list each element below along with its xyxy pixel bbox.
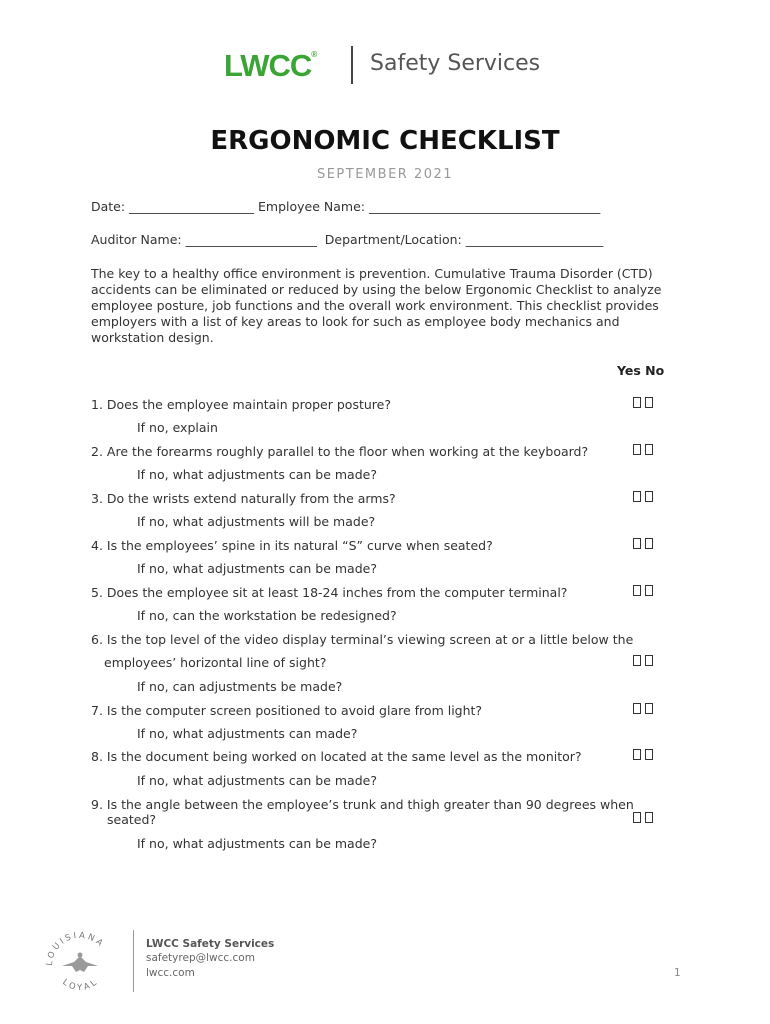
intro-paragraph: The key to a healthy office environment is prevention. Cumulative Trauma Disorder (CTD) accidents can be eliminated or reduced by using the below Ergonomic Checklist to analyze employee posture, job functions and the overall work environment. This checklist provides employers with a list of key areas to look for such as employee body mechanics and workstation design.: [91, 266, 662, 345]
yes-checkbox[interactable]: [633, 444, 641, 455]
followup-7: If no, what adjustments can made?: [137, 726, 358, 741]
yes-checkbox[interactable]: [633, 397, 641, 408]
svg-text:LOYAL: LOYAL: [60, 976, 102, 994]
lwcc-logo: [224, 48, 316, 84]
followup-3: If no, what adjustments will be made?: [137, 514, 376, 529]
yes-no-checkboxes-4[interactable]: [633, 538, 657, 552]
yes-no-checkboxes-5[interactable]: [633, 585, 657, 599]
yes-checkbox[interactable]: [633, 655, 641, 666]
svg-text:LOUISIANA: LOUISIANA: [44, 930, 107, 967]
question-2: 2. Are the forearms roughly parallel to the floor when working at the keyboard?: [91, 444, 589, 459]
no-checkbox[interactable]: [645, 444, 653, 455]
yes-checkbox[interactable]: [633, 749, 641, 760]
followup-2: If no, what adjustments can be made?: [137, 467, 377, 482]
question-7: 7. Is the computer screen positioned to avoid glare from light?: [91, 703, 483, 718]
no-checkbox[interactable]: [645, 703, 653, 714]
no-checkbox[interactable]: [645, 397, 653, 408]
followup-6: If no, can adjustments be made?: [137, 679, 343, 694]
page-number: 1: [674, 967, 681, 979]
no-checkbox[interactable]: [645, 538, 653, 549]
followup-5: If no, can the workstation be redesigned?: [137, 608, 397, 623]
yes-checkbox[interactable]: [633, 538, 641, 549]
yes-no-checkboxes-7[interactable]: [633, 703, 657, 717]
question-1: 1. Does the employee maintain proper posture?: [91, 397, 391, 412]
no-checkbox[interactable]: [645, 491, 653, 502]
yes-no-header: Yes No: [617, 363, 665, 378]
no-checkbox[interactable]: [645, 812, 653, 823]
header-divider: [351, 46, 353, 84]
header: [224, 44, 554, 86]
no-checkbox[interactable]: [645, 585, 653, 596]
question-6: 6. Is the top level of the video display terminal’s viewing screen at or a little below the: [91, 632, 634, 647]
question-5: 5. Does the employee sit at least 18-24 inches from the computer terminal?: [91, 585, 568, 600]
yes-no-checkboxes-2[interactable]: [633, 444, 657, 458]
no-checkbox[interactable]: [645, 655, 653, 666]
yes-no-checkboxes-8[interactable]: [633, 749, 657, 763]
question-6-continued: employees’ horizontal line of sight?: [104, 655, 327, 670]
document-title: ERGONOMIC CHECKLIST: [210, 126, 560, 156]
yes-no-checkboxes-3[interactable]: [633, 491, 657, 505]
footer-org: LWCC Safety Services: [146, 938, 275, 950]
followup-9: If no, what adjustments can be made?: [137, 836, 377, 851]
yes-checkbox[interactable]: [633, 812, 641, 823]
yes-checkbox[interactable]: [633, 703, 641, 714]
footer-email-link[interactable]: safetyrep@lwcc.com: [146, 952, 255, 964]
auditor-department-fields[interactable]: Auditor Name: _____________________ Department/Location: ______________________: [91, 232, 604, 247]
logo-mark: ®: [311, 50, 317, 59]
louisiana-loyal-emblem: [44, 926, 116, 994]
followup-1: If no, explain: [137, 420, 218, 435]
footer-website-link[interactable]: lwcc.com: [146, 967, 195, 979]
footer-divider: [133, 930, 134, 992]
date-employee-fields[interactable]: Date: ____________________ Employee Name: _____________________________________: [91, 199, 601, 214]
no-checkbox[interactable]: [645, 749, 653, 760]
yes-checkbox[interactable]: [633, 491, 641, 502]
yes-checkbox[interactable]: [633, 585, 641, 596]
followup-4: If no, what adjustments can be made?: [137, 561, 377, 576]
question-9: 9. Is the angle between the employee’s trunk and thigh greater than 90 degrees when: [91, 797, 634, 812]
question-3: 3. Do the wrists extend naturally from the arms?: [91, 491, 396, 506]
yes-no-checkboxes-9[interactable]: [633, 812, 657, 826]
followup-8: If no, what adjustments can be made?: [137, 773, 377, 788]
document-date: SEPTEMBER 2021: [316, 167, 454, 182]
question-9-continued: seated?: [107, 812, 157, 827]
yes-no-checkboxes-1[interactable]: [633, 397, 657, 411]
yes-no-checkboxes-6[interactable]: [633, 655, 657, 669]
logo-text: LWCC: [224, 48, 312, 83]
question-4: 4. Is the employees’ spine in its natural “S” curve when seated?: [91, 538, 493, 553]
question-8: 8. Is the document being worked on located at the same level as the monitor?: [91, 749, 582, 764]
header-subtitle: Safety Services: [370, 51, 541, 76]
